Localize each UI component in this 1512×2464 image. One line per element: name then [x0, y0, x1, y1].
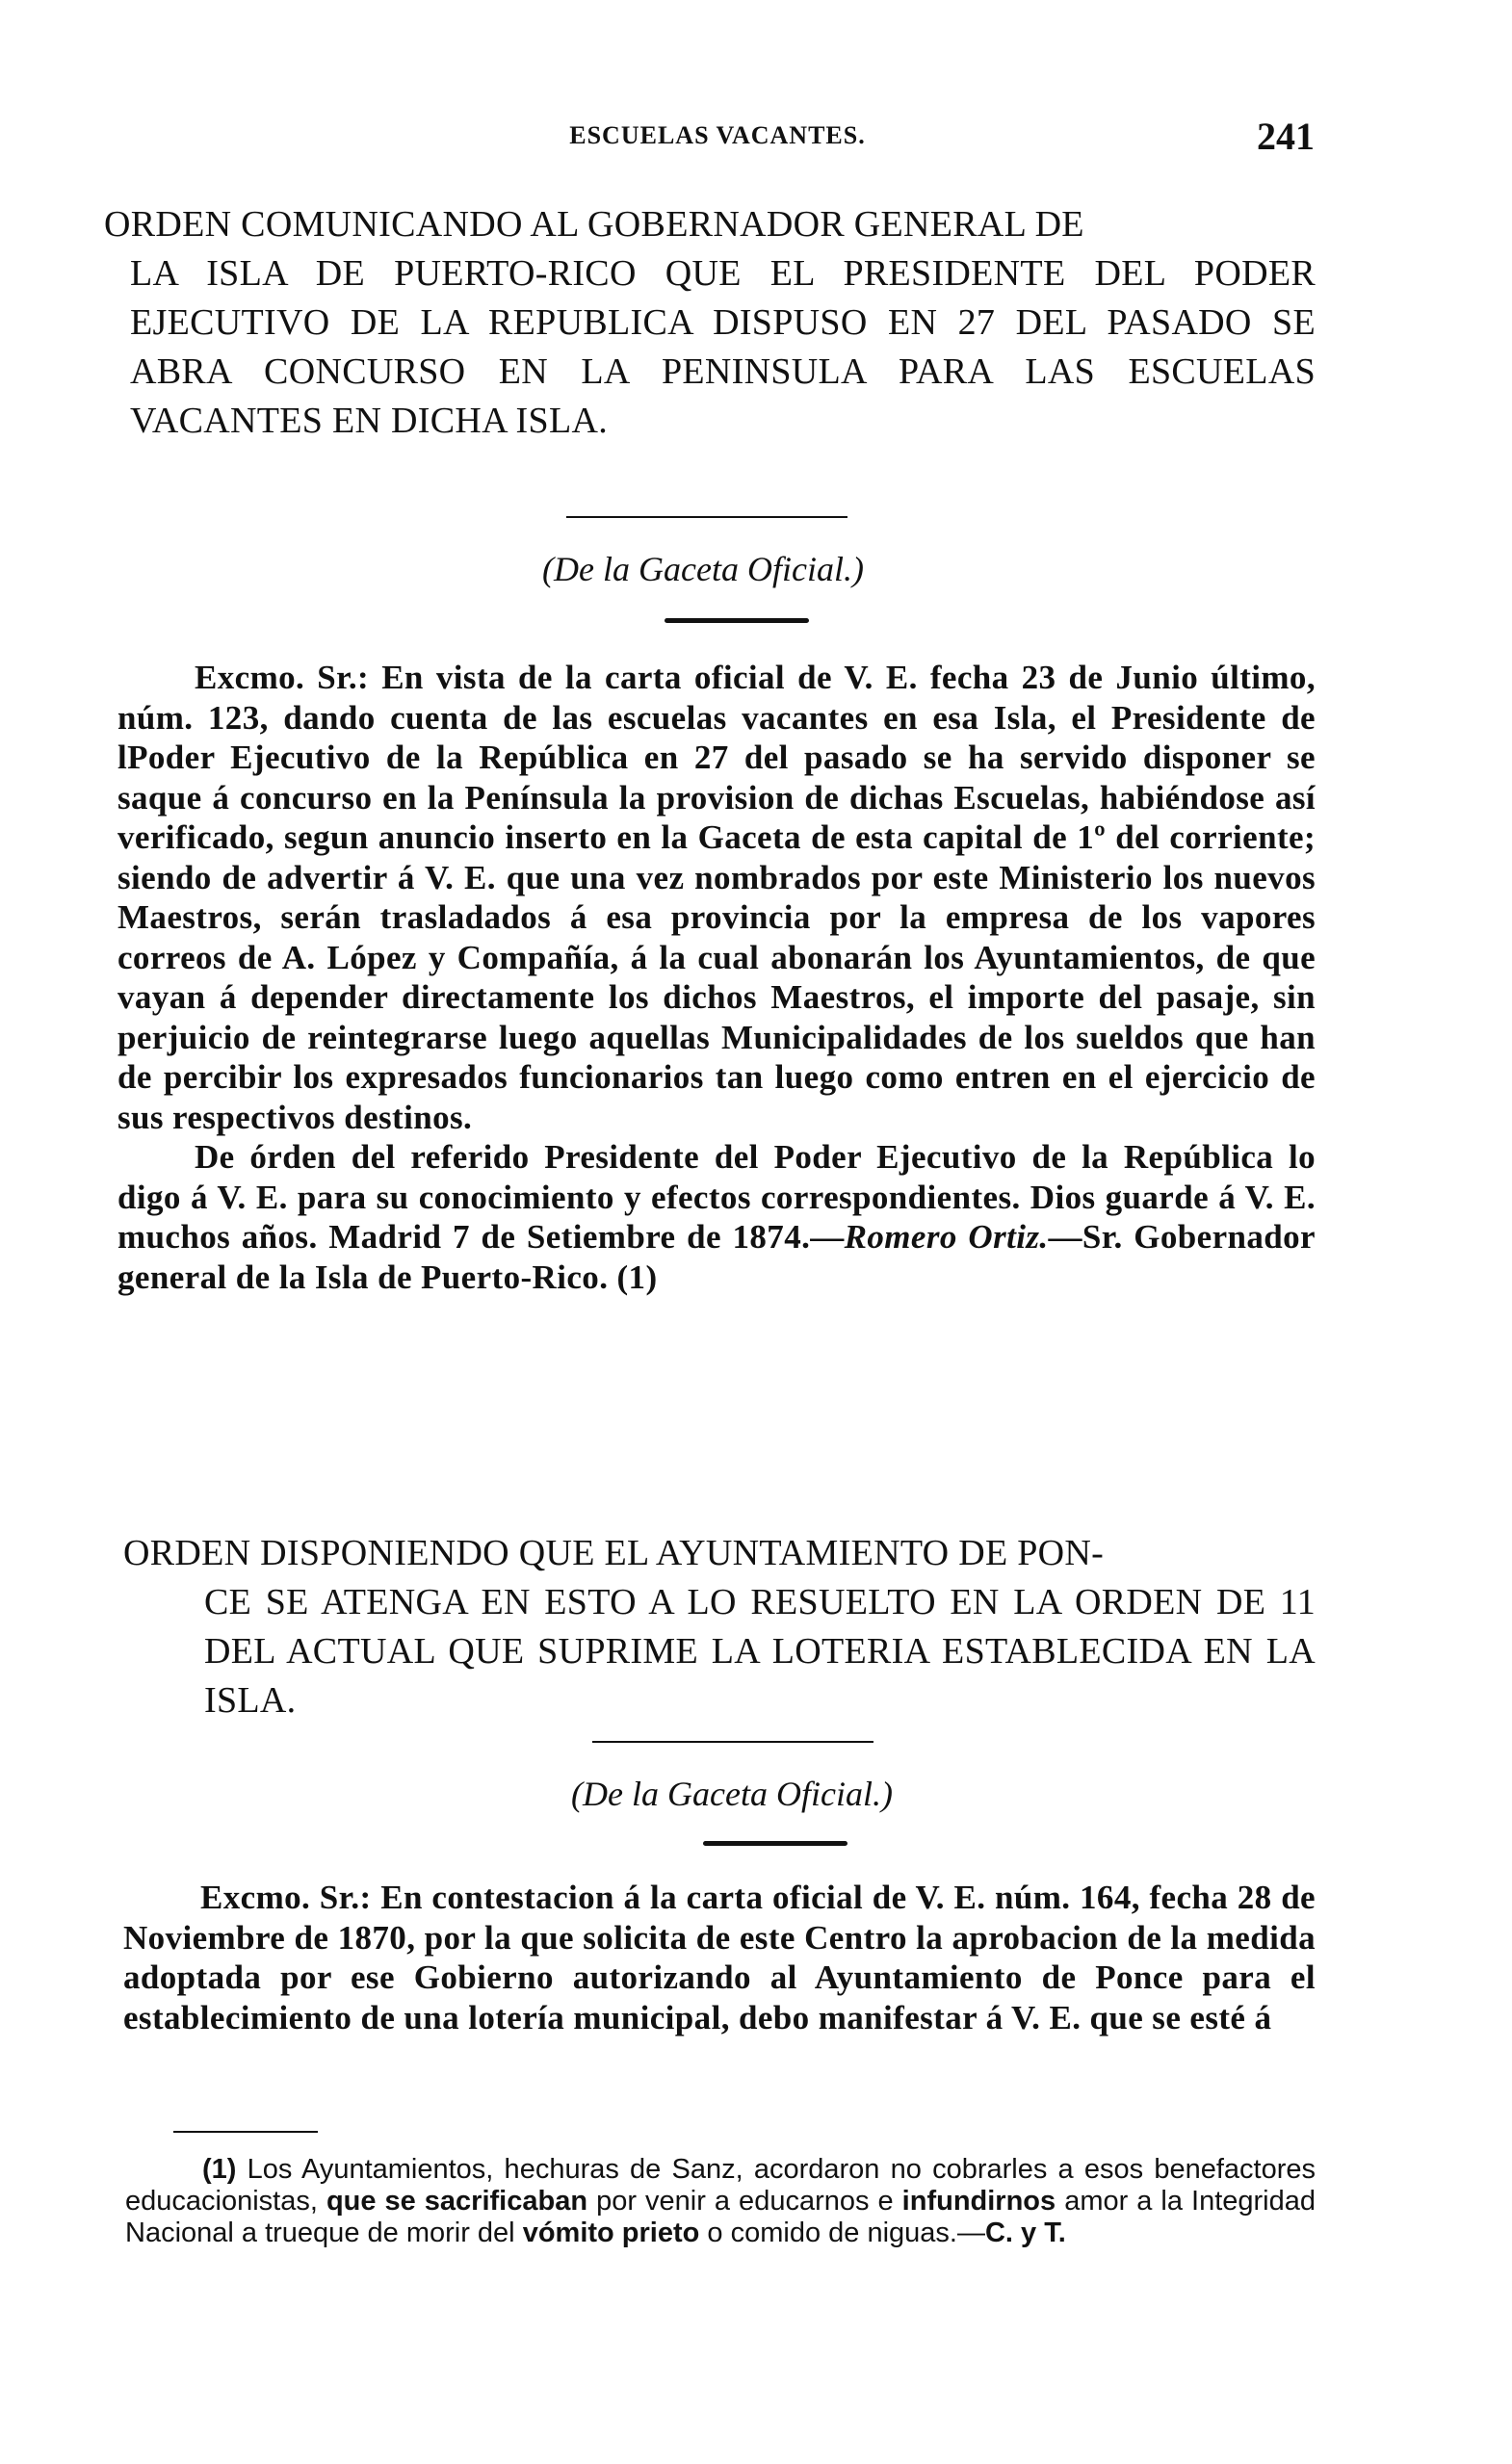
section-1-paragraph-2 [117, 1137, 1316, 1297]
section-1-heading [104, 200, 1316, 446]
footnote-marker: (1) [202, 2154, 237, 2185]
section-1-heading-first: ORDEN COMUNICANDO AL GOBERNADOR GENERAL DE [104, 204, 1084, 245]
section-2-heading [123, 1529, 1316, 1725]
footnote-text: Los Ayuntamientos, hechuras de Sanz, acordaron no cobrarles a esos benefactores educacionistas, [125, 2154, 1316, 2217]
footnote-bold: infundirnos [901, 2186, 1056, 2217]
section-2-body [123, 1878, 1316, 2037]
footnote-text: o comido de niguas.— [707, 2218, 985, 2248]
signer-name: Romero Ortiz. [844, 1218, 1049, 1256]
running-title: ESCUELAS VACANTES. [569, 121, 866, 149]
section-2-heading-rest: CE SE ATENGA EN ESTO A LO RESUELTO EN LA ORDEN DE 11 DEL ACTUAL QUE SUPRIME LA LOTERIA ESTABLECIDA EN LA ISLA. [204, 1582, 1316, 1721]
section-1-body [117, 658, 1316, 1297]
footnote-bold: vómito prieto [522, 2218, 700, 2248]
section-1-source: (De la Gaceta Oficial.) [542, 550, 864, 588]
section-2-source: (De la Gaceta Oficial.) [571, 1775, 893, 1813]
page-number: 241 [1257, 115, 1315, 158]
footnote-rule [173, 2131, 318, 2133]
section-1-paragraph-1: Excmo. Sr.: En vista de la carta oficial de V. E. fecha 23 de Junio último, núm. 123, dando cuenta de las escuelas vacantes en esa Isla, el Presidente de lPoder Ejecutivo de la República en 27 del pasado se ha servido disponer se saque á concurso en la Península la provision de dichas Escuelas, habiéndose así verificado, segun anuncio inserto en la Gaceta de esta capital de 1º del corriente; siendo de advertir á V. E. que una vez nombrados por este Ministerio los nuevos Maestros, serán trasladados á esa provincia por la empresa de los vapores correos de A. López y Compañía, á la cual abonarán los Ayuntamientos, de que vayan á depender directamente los dichos Maestros, el importe del pasaje, sin perjuicio de reintegrarse luego aquellas Municipalidades de los sueldos que han de percibir los expresados funcionarios tan luego como entren en el ejercicio de sus respectivos destinos. [117, 659, 1316, 1136]
divider-rule [592, 1741, 873, 1743]
running-head [120, 114, 1315, 162]
section-2-heading-first: ORDEN DISPONIENDO QUE EL AYUNTAMIENTO DE PON- [123, 1533, 1105, 1573]
footnote-initials: C. y T. [984, 2218, 1066, 2248]
ornament-rule [665, 618, 809, 623]
footnote [125, 2154, 1316, 2249]
ornament-rule [703, 1841, 847, 1846]
footnote-text: por venir a educarnos e [596, 2186, 894, 2217]
paragraph-text: De órden del referido Presidente del Poder Ejecutivo de la República lo digo á V. E. para su conocimiento y efectos correspondientes. Dios guarde á V. E. muchos años. Madrid 7 de Setiembre de 1874.— [117, 1138, 1316, 1256]
footnote-bold: que se sacrificaban [326, 2186, 588, 2217]
section-1-heading-rest: LA ISLA DE PUERTO-RICO QUE EL PRESIDENTE DEL PODER EJECUTIVO DE LA REPUBLICA DISPUSO EN 27 DEL PASADO SE ABRA CONCURSO EN LA PENINSULA PARA LAS ESCUELAS VACANTES EN DICHA ISLA. [130, 253, 1316, 441]
divider-rule [566, 516, 847, 518]
section-2-paragraph-1: Excmo. Sr.: En contestacion á la carta oficial de V. E. núm. 164, fecha 28 de Noviembre de 1870, por la que solicita de este Centro la aprobacion de la medida adoptada por ese Gobierno autorizando al Ayuntamiento de Ponce para el establecimiento de una lotería municipal, debo manifestar á V. E. que se esté á [123, 1879, 1316, 2036]
paragraph-text: —Sr. Gobernador general de la Isla de Puerto-Rico. (1) [117, 1218, 1316, 1296]
footnote-text: amor a la Integridad Nacional a trueque de morir del [125, 2186, 1316, 2248]
